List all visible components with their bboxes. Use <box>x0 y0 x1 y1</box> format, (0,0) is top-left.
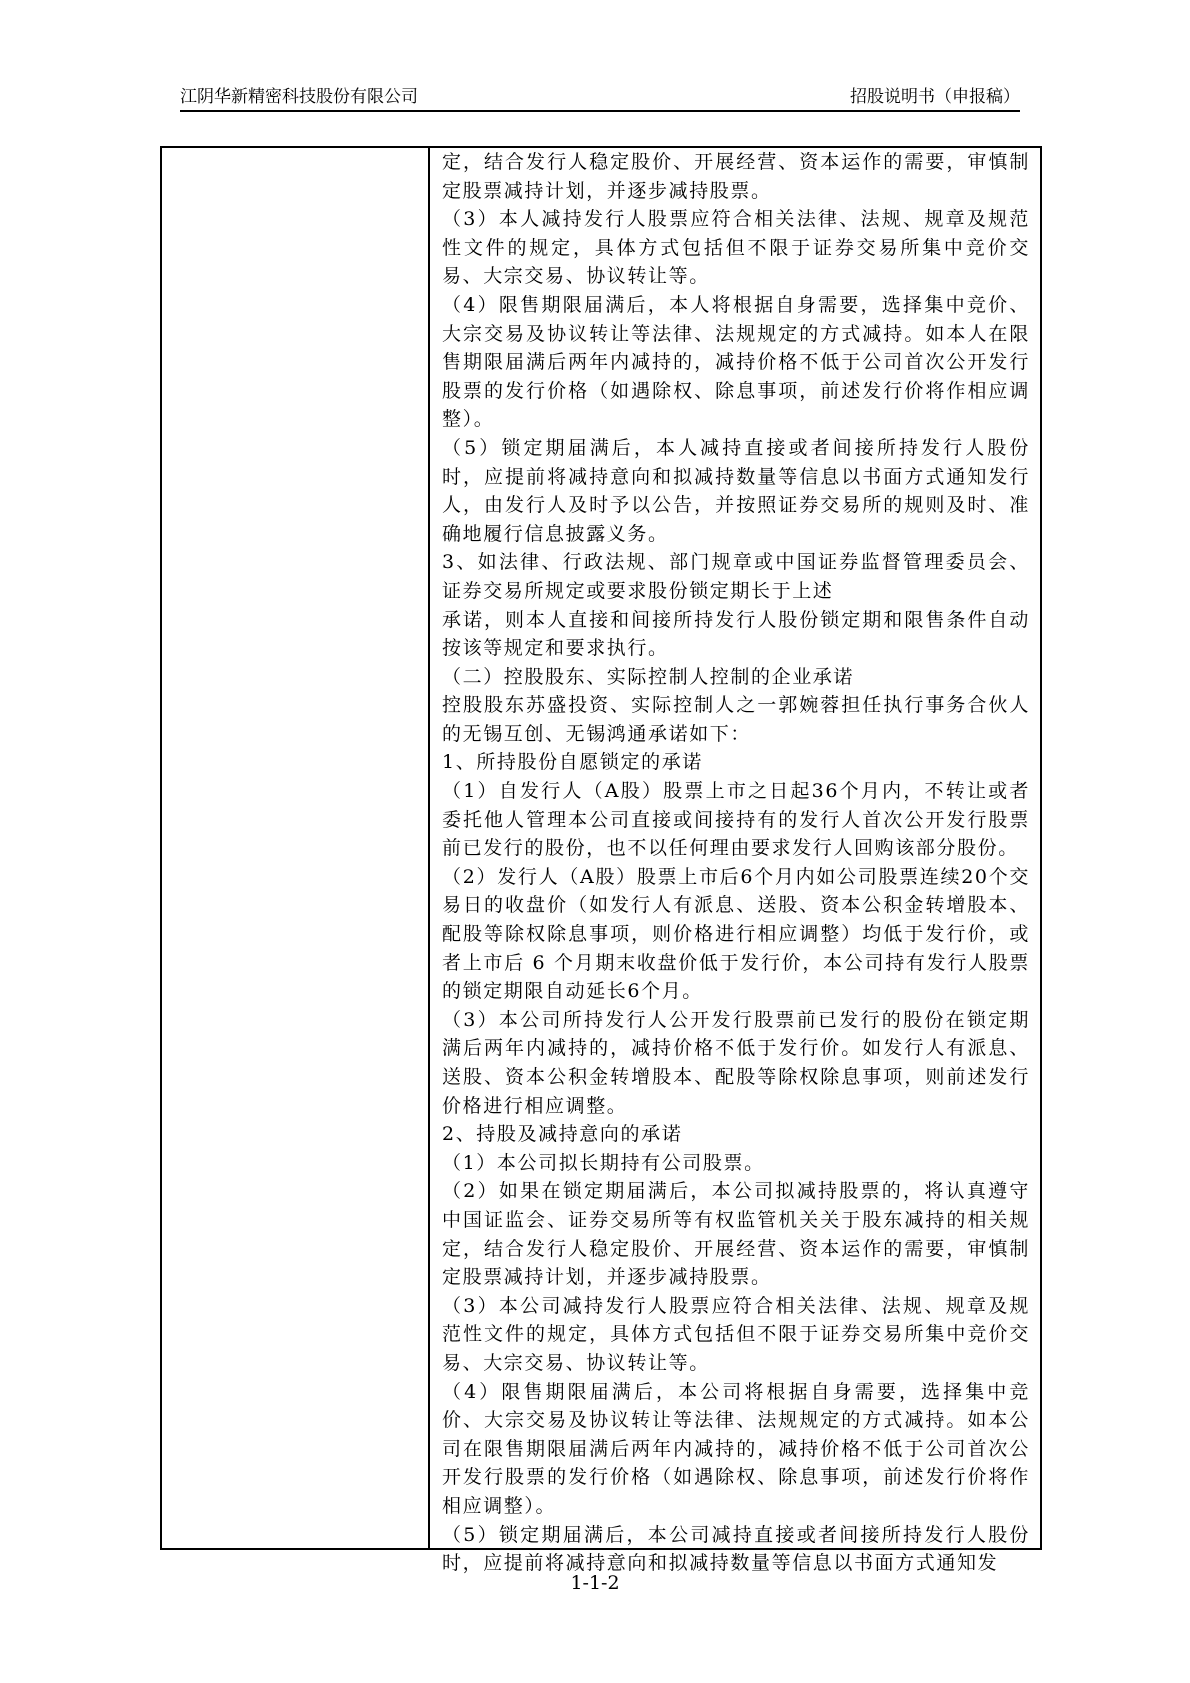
paragraph: 3、如法律、行政法规、部门规章或中国证券监督管理委员会、证券交易所规定或要求股份锁定期长于上述 <box>442 551 1030 602</box>
paragraph: （3）本公司减持发行人股票应符合相关法律、法规、规章及规范性文件的规定，具体方式包括但不限于证券交易所集中竞价交易、大宗交易、协议转让等。 <box>442 1294 1030 1374</box>
paragraph: 承诺，则本人直接和间接所持发行人股份锁定期和限售条件自动按该等规定和要求执行。 <box>442 608 1030 660</box>
page-number: 1-1-2 <box>570 1572 620 1594</box>
header-divider <box>180 110 1020 112</box>
table-right-cell <box>432 148 1040 1575</box>
paragraph: （3）本人减持发行人股票应符合相关法律、法规、规章及规范性文件的规定，具体方式包括但不限于证券交易所集中竞价交易、大宗交易、协议转让等。 <box>442 208 1030 288</box>
paragraph: （3）本公司所持发行人公开发行股票前已发行的股份在锁定期满后两年内减持的，减持价格不低于发行价。如发行人有派息、送股、资本公积金转增股本、配股等除权除息事项，则前述发行价格进行相应调整。 <box>442 1008 1030 1117</box>
paragraph: （1）本公司拟长期持有公司股票。 <box>442 1151 765 1174</box>
table-left-cell <box>162 148 430 1548</box>
paragraph: （4）限售期限届满后，本人将根据自身需要，选择集中竞价、大宗交易及协议转让等法律、法规规定的方式减持。如本人在限售期限届满后两年内减持的，减持价格不低于公司首次公开发行股票的发行价格（如遇除权、除息事项，前述发行价将作相应调整）。 <box>442 293 1030 431</box>
commitment-table <box>160 146 1042 1575</box>
paragraph: （4）限售期限届满后，本公司将根据自身需要，选择集中竞价、大宗交易及协议转让等法律、法规规定的方式减持。如本公司在限售期限届满后两年内减持的，减持价格不低于公司首次公开发行股票的发行价格（如遇除权、除息事项，前述发行价将作相应调整）。 <box>442 1380 1030 1517</box>
paragraph: （2）如果在锁定期届满后，本公司拟减持股票的，将认真遵守中国证监会、证券交易所等有权监管机关关于股东减持的相关规定，结合发行人稳定股价、开展经营、资本运作的需要，审慎制定股票减持计划，并逐步减持股票。 <box>442 1180 1030 1289</box>
paragraph: （1）自发行人（A股）股票上市之日起36个月内，不转让或者委托他人管理本公司直接或间接持有的发行人首次公开发行股票前已发行的股份，也不以任何理由要求发行人回购该部分股份。 <box>442 780 1030 860</box>
paragraph: （2）发行人（A股）股票上市后6个月内如公司股票连续20个交易日的收盘价（如发行人有派息、送股、资本公积金转增股本、配股等除权除息事项，则价格进行相应调整）均低于发行价，或者上市后 6 个月期末收盘价低于发行价，本公司持有发行人股票的锁定期限自动延长6个月。 <box>442 865 1030 1003</box>
paragraph: （5）锁定期届满后，本公司减持直接或者间接所持发行人股份时，应提前将减持意向和拟减持数量等信息以书面方式通知发 <box>442 1523 1030 1575</box>
page-header <box>180 84 1020 110</box>
header-company-name: 江阴华新精密科技股份有限公司 <box>180 87 418 107</box>
section-heading: 2、持股及减持意向的承诺 <box>442 1123 683 1146</box>
header-document-type: 招股说明书（申报稿） <box>850 87 1020 107</box>
paragraph: （5）锁定期届满后，本人减持直接或者间接所持发行人股份时，应提前将减持意向和拟减持数量等信息以书面方式通知发行人，由发行人及时予以公告，并按照证券交易所的规则及时、准确地履行信息披露义务。 <box>442 436 1030 545</box>
section-heading: 1、所持股份自愿锁定的承诺 <box>442 751 703 774</box>
paragraph: 控股股东苏盛投资、实际控制人之一郭婉蓉担任执行事务合伙人的无锡互创、无锡鸿通承诺如下： <box>442 694 1030 745</box>
paragraph: 定，结合发行人稳定股价、开展经营、资本运作的需要，审慎制定股票减持计划，并逐步减持股票。 <box>442 151 1030 202</box>
section-heading: （二）控股股东、实际控制人控制的企业承诺 <box>442 665 855 688</box>
